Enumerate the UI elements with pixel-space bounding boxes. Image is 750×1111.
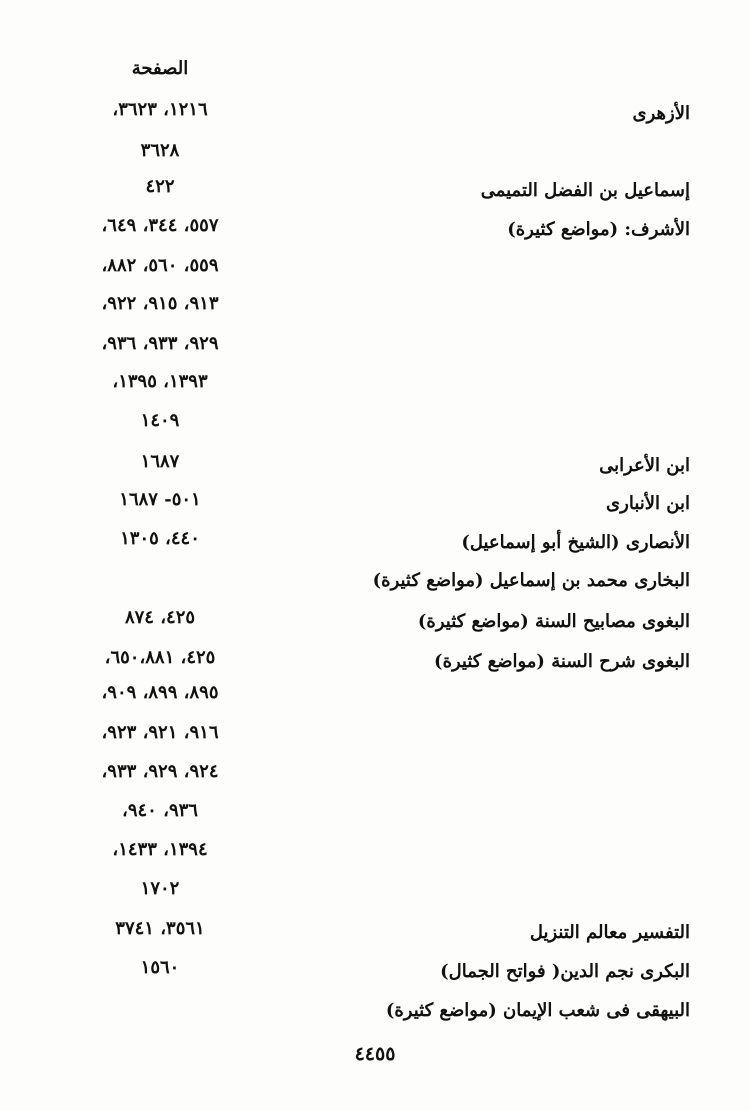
- entry-pages: ٩٢٤، ٩٢٩، ٩٣٣،: [101, 761, 219, 782]
- entry-pages: ١٥٦٠: [140, 957, 180, 978]
- entry-pages: ٥٥٧، ٣٤٤، ٦٤٩،: [101, 215, 219, 236]
- entry-name: البكرى نجم الدين( فواتح الجمال): [440, 961, 690, 982]
- entry-pages: ٤٢٢: [145, 176, 175, 197]
- entry-pages: ١٣٩٣، ١٣٩٥،: [112, 371, 208, 392]
- entry-pages: ١٢١٦، ٣٦٢٣،: [112, 99, 208, 120]
- entry-pages: ١٤٠٩: [140, 410, 180, 431]
- entry-name: الأزهرى: [632, 103, 690, 124]
- entry-pages: ١٣٩٤، ١٤٣٣،: [112, 839, 208, 860]
- entry-name: إسماعيل بن الفضل التميمى: [480, 180, 690, 201]
- entry-pages: ١٧٠٢: [140, 878, 180, 899]
- entry-name: التفسير معالم التنزيل: [529, 922, 690, 943]
- entry-pages: ١٦٨٧: [140, 451, 180, 472]
- entry-name: البيهقى فى شعب الإيمان (مواضع كثيرة): [385, 1000, 690, 1021]
- entry-pages: ٩١٣، ٩١٥، ٩٢٢،: [101, 293, 219, 314]
- entry-pages: ٥٠١- ١٦٨٧: [119, 489, 201, 510]
- entry-pages: ٩٣٦، ٩٤٠،: [122, 800, 198, 821]
- entry-pages: ٣٥٦١، ٣٧٤١: [115, 918, 205, 939]
- entry-name: الأنصارى (الشيخ أبو إسماعيل): [461, 532, 690, 553]
- page-column-header: الصفحة: [131, 58, 189, 79]
- entry-name: البخارى محمد بن إسماعيل (مواضع كثيرة): [372, 570, 690, 591]
- entry-name: الأشرف: (مواضع كثيرة): [507, 219, 690, 240]
- page-number: ٤٤٥٥: [354, 1043, 396, 1065]
- entry-name: ابن الأنبارى: [606, 493, 690, 514]
- entry-pages: ٤٤٠، ١٣٠٥: [120, 528, 200, 549]
- entry-name: ابن الأعرابى: [599, 455, 690, 476]
- entry-pages: ٩١٦، ٩٢١، ٩٢٣،: [101, 722, 219, 743]
- entry-pages: ٤٢٥، ٦٥٠،٨٨١،: [104, 647, 216, 668]
- entry-name: البغوى مصابيح السنة (مواضع كثيرة): [417, 611, 690, 632]
- entry-name: البغوى شرح السنة (مواضع كثيرة): [434, 651, 690, 672]
- entry-pages: ٤٢٥، ٨٧٤: [124, 607, 196, 628]
- entry-pages: ٩٢٩، ٩٣٣، ٩٣٦،: [101, 333, 219, 354]
- entry-pages: ٨٩٥، ٨٩٩، ٩٠٩،: [101, 682, 219, 703]
- entry-pages: ٥٥٩، ٥٦٠، ٨٨٢،: [101, 255, 219, 276]
- entry-pages: ٣٦٢٨: [140, 140, 180, 161]
